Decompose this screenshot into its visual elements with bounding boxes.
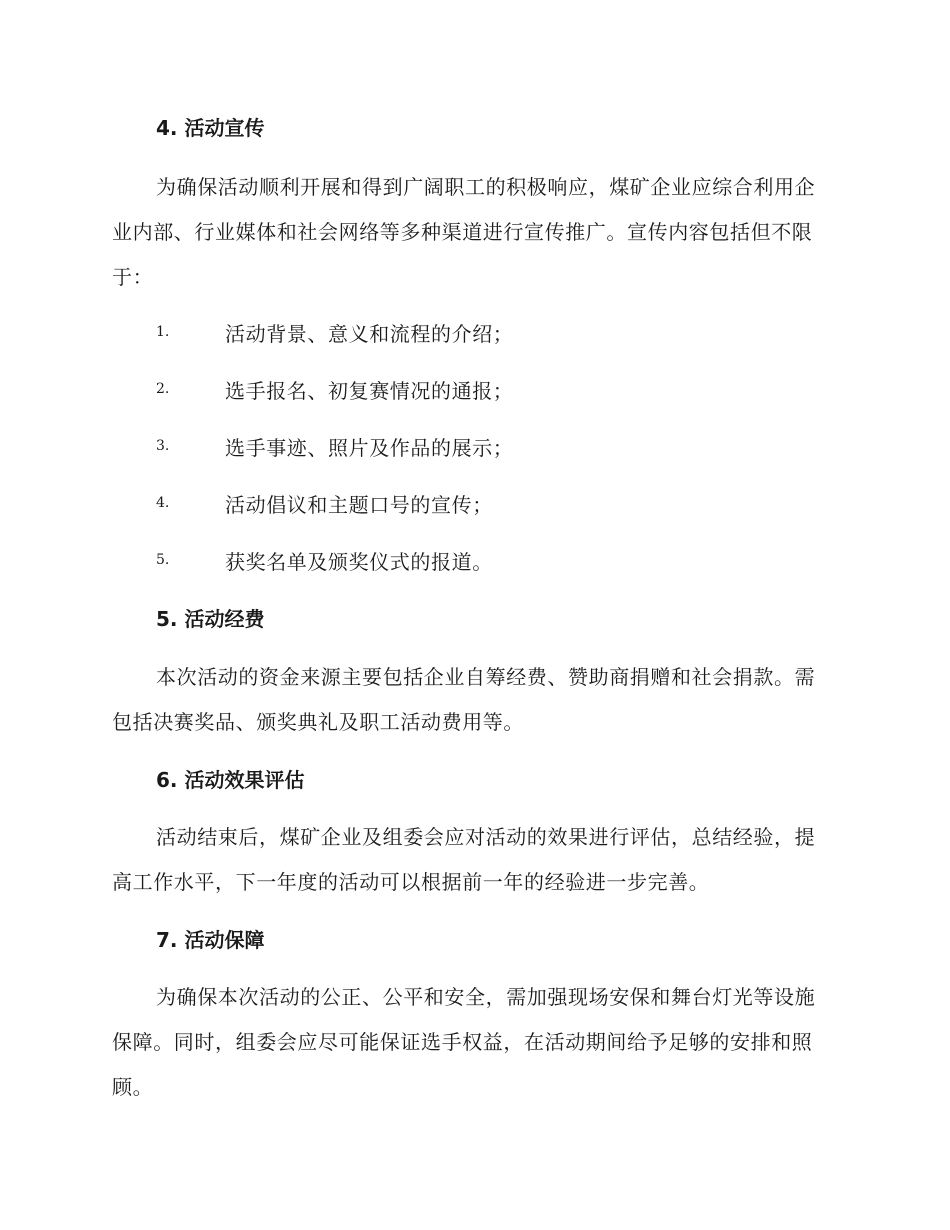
list-item-number: 3.: [156, 438, 170, 454]
section-heading-safeguard: 7. 活动保障: [156, 928, 265, 952]
section-body-publicity: 为确保活动顺利开展和得到广阔职工的积极响应，煤矿企业应综合利用企业内部、行业媒体和社会网络等多种渠道进行宣传推广。宣传内容包括但不限于：: [112, 175, 816, 289]
list-item-text: 活动背景、意义和流程的介绍；: [225, 322, 514, 346]
list-item-text: 获奖名单及颁奖仪式的报道。: [225, 550, 493, 574]
list-item-number: 1.: [156, 324, 170, 340]
section-heading-evaluation: 6. 活动效果评估: [156, 768, 305, 792]
list-item-text: 活动倡议和主题口号的宣传；: [225, 493, 493, 517]
section-body-funding: 本次活动的资金来源主要包括企业自筹经费、赞助商捐赠和社会捐款。需包括决赛奖品、颁奖典礼及职工活动费用等。: [112, 665, 816, 734]
list-item-number: 4.: [156, 495, 170, 511]
list-item-text: 选手报名、初复赛情况的通报；: [225, 379, 514, 403]
section-heading-funding: 5. 活动经费: [156, 607, 265, 631]
section-heading-publicity: 4. 活动宣传: [156, 116, 265, 140]
list-item-number: 5.: [156, 552, 170, 568]
list-item-text: 选手事迹、照片及作品的展示；: [225, 436, 514, 460]
section-body-safeguard: 为确保本次活动的公正、公平和安全，需加强现场安保和舞台灯光等设施保障。同时，组委会应尽可能保证选手权益，在活动期间给予足够的安排和照顾。: [112, 985, 816, 1099]
section-body-evaluation: 活动结束后，煤矿企业及组委会应对活动的效果进行评估，总结经验，提高工作水平，下一年度的活动可以根据前一年的经验进一步完善。: [112, 825, 816, 894]
list-item-number: 2.: [156, 381, 170, 397]
